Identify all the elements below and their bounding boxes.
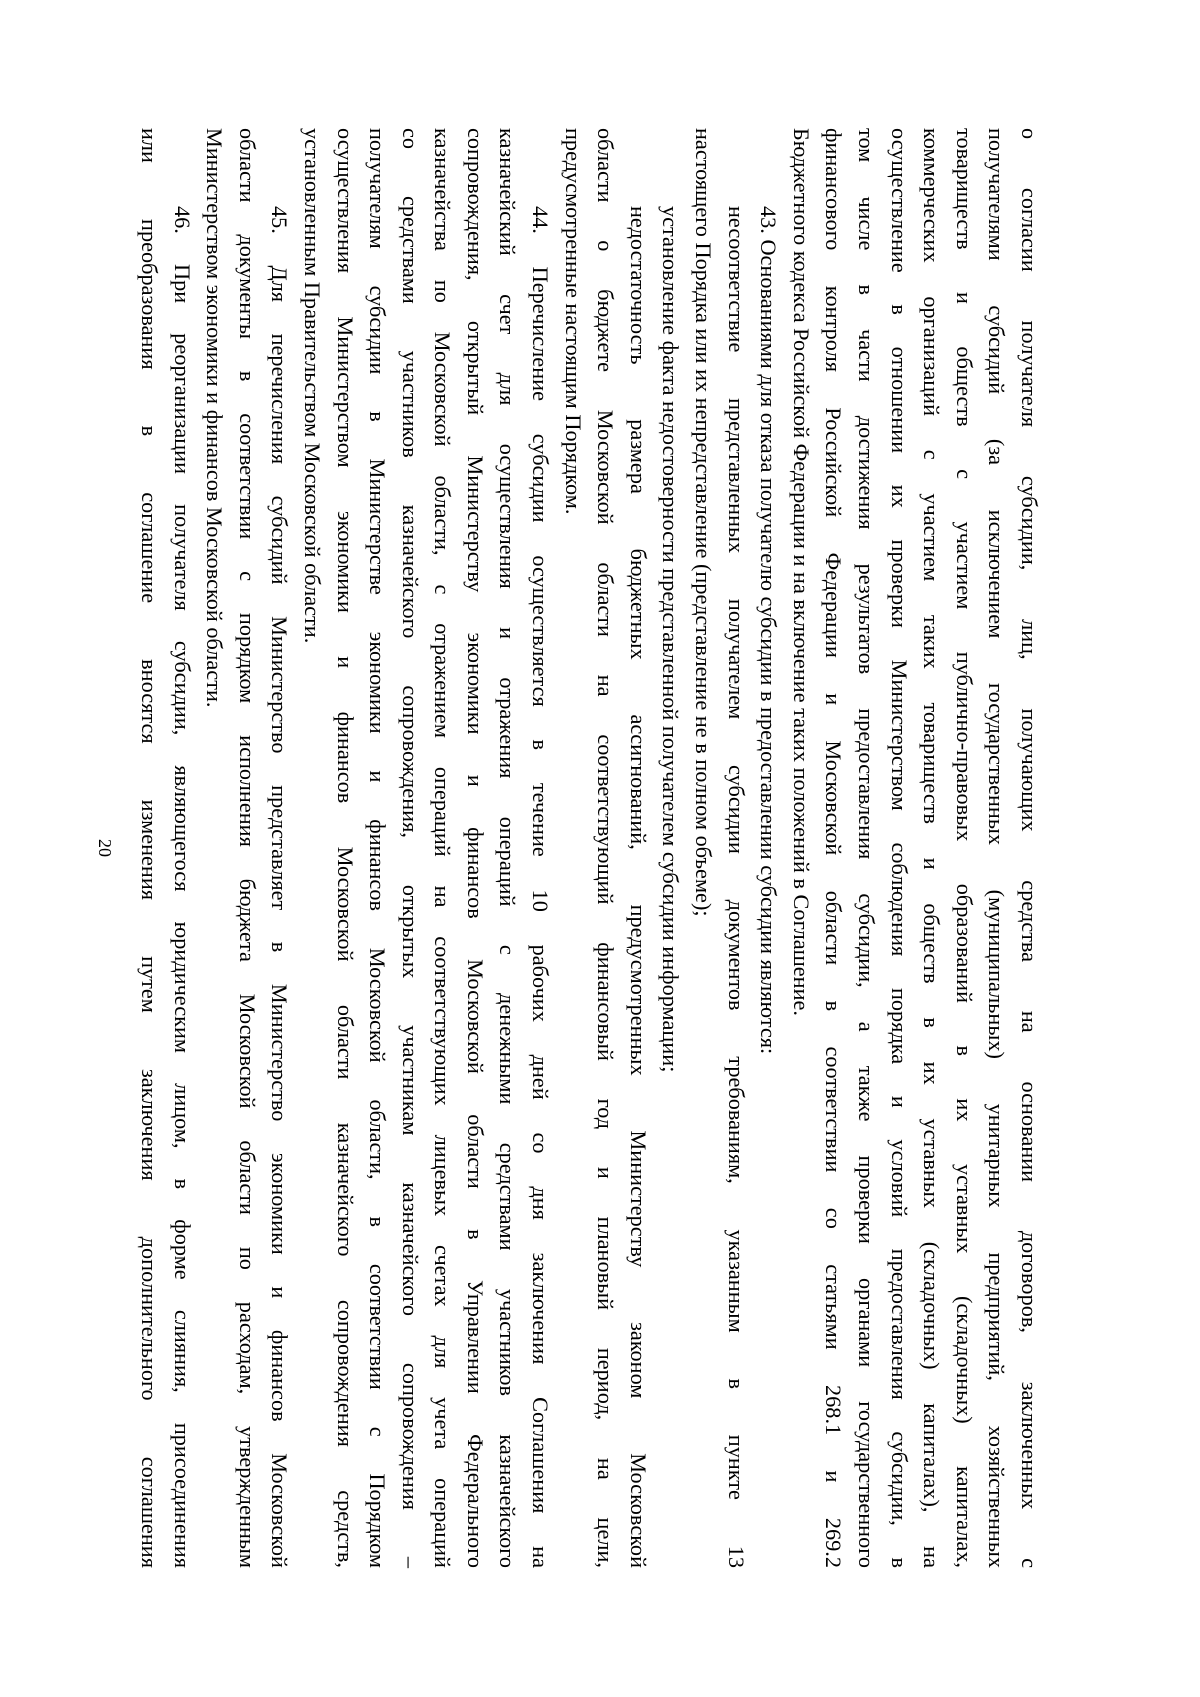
text-line: 44. Перечисление субсидии осуществляется в течение 10 рабочих дней со дня заключения Соглашения на — [528, 206, 554, 1568]
text-line: сопровождения, открытый Министерству экономики и финансов Московской области в Управлении Федерального — [462, 128, 488, 1568]
text-line: 43. Основаниями для отказа получателю субсидии в предоставлении субсидии являются: — [756, 206, 782, 1055]
text-line: коммерческих организаций с участием таких товариществ и обществ в их уставных (складочных) капиталах), на — [919, 128, 945, 1568]
text-line: Бюджетного кодекса Российской Федерации и на включение таких положений в Соглашение. — [788, 128, 814, 1017]
text-line: со средствами участников казначейского сопровождения, открытых участникам казначейского сопровождения – — [397, 128, 423, 1568]
text-line: или преобразования в соглашение вносятся изменения путем заключения дополнительного соглашения — [136, 128, 162, 1568]
text-line: области документы в соответствии с порядком исполнения бюджета Московской области по расходам, утвержденным — [234, 128, 260, 1568]
text-line: казначейства по Московской области, с отражением операций на соответствующих лицевых счетах для учета операций — [430, 128, 456, 1568]
text-line: товариществ и обществ с участием публично-правовых образований в их уставных (складочных) капиталах, — [951, 128, 977, 1568]
text-line: 45. Для перечисления субсидий Министерство представляет в Министерство экономики и финансов Московской — [267, 206, 293, 1568]
text-line: получателям субсидии в Министерстве экономики и финансов Московской области, в соответствии с Порядком — [365, 128, 391, 1568]
text-line: казначейский счет для осуществления и отражения операций с денежными средствами участников казначейского — [495, 128, 521, 1568]
text-line: финансового контроля Российской Федерации и Московской области в соответствии со статьями 268.1 и 269.2 — [821, 128, 847, 1568]
text-line: Министерством экономики и финансов Московской области. — [202, 128, 228, 708]
text-line: недостаточность размера бюджетных ассигнований, предусмотренных Министерству законом Московской — [625, 206, 651, 1568]
document-body — [136, 128, 1045, 1568]
text-line: осуществление в отношении их проверки Министерством соблюдения порядка и условий предоставления субсидии, в — [886, 128, 912, 1568]
text-line: области о бюджете Московской области на соответствующий финансовый год и плановый период, на цели, — [593, 128, 619, 1568]
text-line: о согласии получателя субсидии, лиц, получающих средства на основании договоров, заключенных с — [1017, 128, 1042, 1568]
text-line: предусмотренные настоящим Порядком. — [560, 128, 586, 515]
text-line: получателями субсидий (за исключением государственных (муниципальных) унитарных предприятий, хозяйственных — [984, 128, 1010, 1568]
text-line: установление факта недостоверности представленной получателем субсидии информации; — [658, 206, 684, 1073]
text-line: установленным Правительством Московской области. — [299, 128, 325, 644]
page-number: 20 — [95, 839, 115, 857]
text-line: несоответствие представленных получателем субсидии документов требованиям, указанным в пункте 13 — [723, 206, 749, 1568]
text-line: осуществления Министерством экономики и финансов Московской области казначейского сопровождения средств, — [332, 128, 358, 1568]
text-line: 46. При реорганизации получателя субсидии, являющегося юридическим лицом, в форме слияния, присоединения — [169, 206, 195, 1568]
text-line: том числе в части достижения результатов предоставления субсидии, а также проверки органами государственного — [854, 128, 880, 1568]
text-line: настоящего Порядка или их непредставление (представление не в полном объеме); — [691, 128, 717, 917]
